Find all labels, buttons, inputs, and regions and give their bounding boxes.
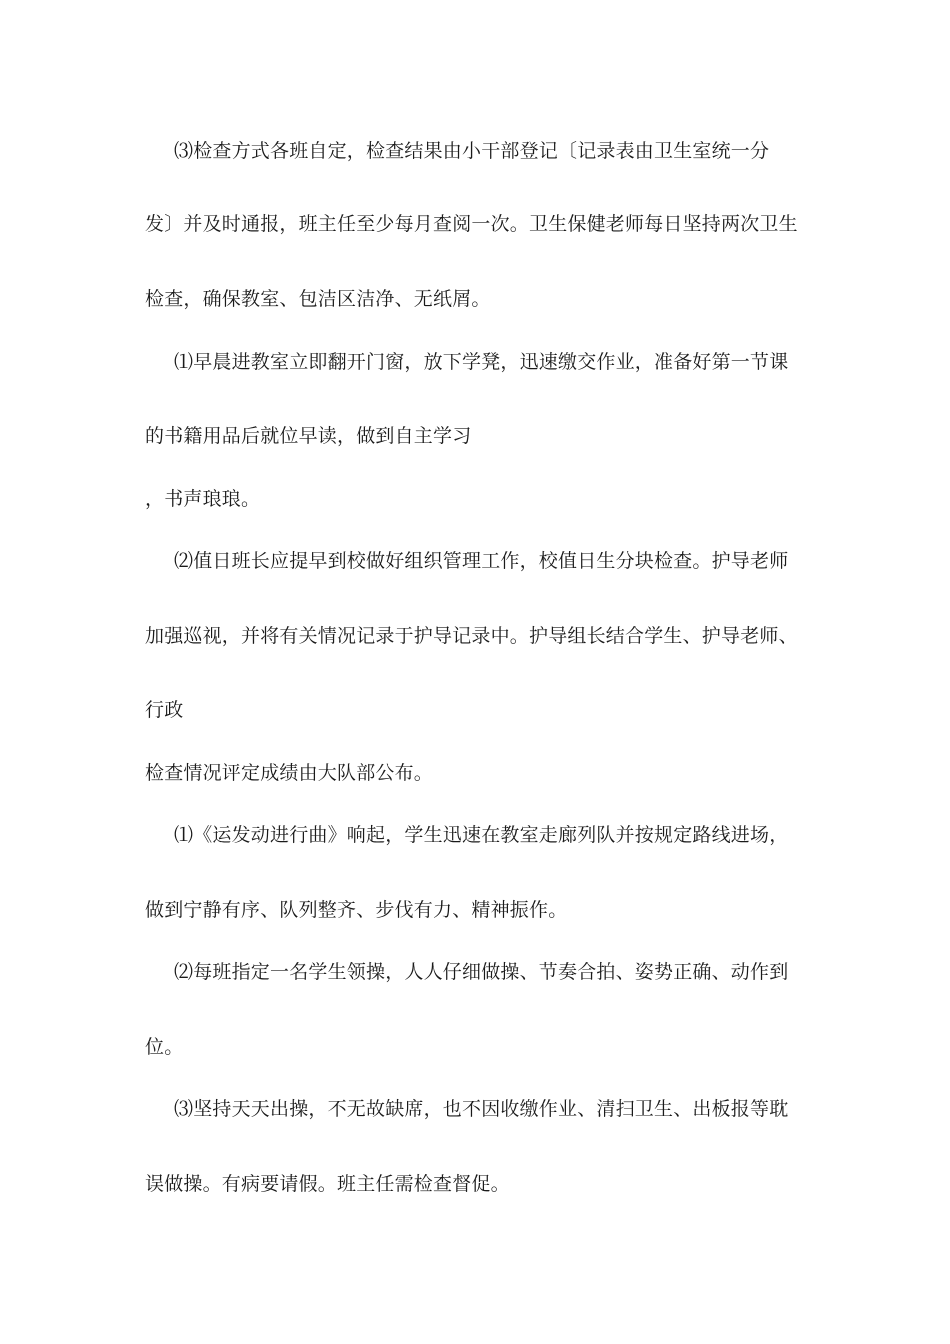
text-line: 误做操。有病要请假。班主任需检查督促。 — [145, 1173, 510, 1195]
text-line: 做到宁静有序、队列整齐、步伐有力、精神振作。 — [145, 899, 568, 921]
text-line: 行政 — [145, 699, 184, 721]
text-line: ⑴《运发动进行曲》响起，学生迅速在教室走廊列队并按规定路线进场， — [174, 824, 789, 846]
text-line: ，书声琅琅。 — [145, 488, 261, 510]
text-line: 检查情况评定成绩由大队部公布。 — [145, 762, 434, 784]
text-line: 发〕并及时通报，班主任至少每月查阅一次。卫生保健老师每日坚持两次卫生 — [145, 213, 798, 235]
text-line: ⑴早晨进教室立即翻开门窗，放下学凳，迅速缴交作业，准备好第一节课 — [174, 351, 789, 373]
text-line: 的书籍用品后就位早读，做到自主学习 — [145, 425, 472, 447]
text-line: 加强巡视，并将有关情况记录于护导记录中。护导组长结合学生、护导老师、 — [145, 625, 798, 647]
text-line: 检查，确保教室、包洁区洁净、无纸屑。 — [145, 288, 491, 310]
text-line: 位。 — [145, 1036, 184, 1058]
text-line: ⑶检查方式各班自定，检查结果由小干部登记〔记录表由卫生室统一分 — [174, 140, 770, 162]
text-line: ⑵每班指定一名学生领操，人人仔细做操、节奏合拍、姿势正确、动作到 — [174, 961, 789, 983]
text-line: ⑵值日班长应提早到校做好组织管理工作，校值日生分块检查。护导老师 — [174, 550, 789, 572]
text-line: ⑶坚持天天出操，不无故缺席，也不因收缴作业、清扫卫生、出板报等耽 — [174, 1098, 789, 1120]
